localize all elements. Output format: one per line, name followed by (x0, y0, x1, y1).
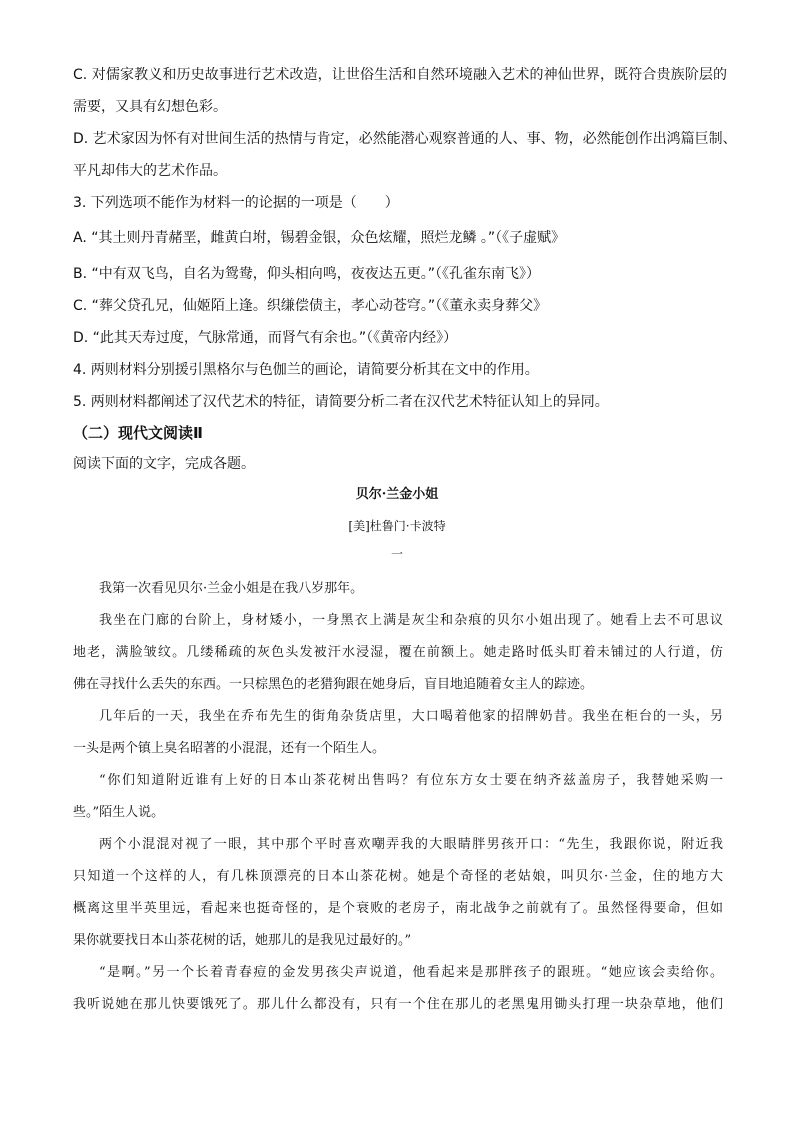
question-3-option-c: C. “葬父贷孔兄，仙姬陌上逢。织缣偿债主，孝心动苍穹。”（《董永卖身葬父》 (73, 298, 548, 314)
story-paragraph-5-line-1: 两个小混混对视了一眼，其中那个平时喜欢嘲弄我的大眼睛胖男孩开口：“先生，我跟你说，附近我 (99, 837, 723, 852)
story-author: [美]杜鲁门·卡波特 (348, 519, 446, 533)
option-c-line-1: C. 对儒家教义和历史故事进行艺术改造，让世俗生活和自然环境融入艺术的神仙世界，既符合贵族阶层的 (73, 67, 727, 83)
question-3-option-d: D. “此其天寿过度，气脉常通，而肾气有余也。”（《黄帝内经》） (73, 330, 458, 346)
story-paragraph-3-line-2: 一头是两个镇上臭名昭著的小混混，还有一个陌生人。 (73, 741, 386, 756)
story-paragraph-2-line-1: 我坐在门廊的台阶上，身材矮小，一身黑衣上满是灰尘和杂痕的贝尔小姐出现了。她看上去不可思议 (99, 613, 723, 628)
option-d-line-1: D. 艺术家因为怀有对世间生活的热情与肯定，必然能潜心观察普通的人、事、物，必然能创作出鸿篇巨制、 (73, 131, 737, 147)
story-paragraph-6-line-1: “是啊。”另一个长着青春痘的金发男孩尖声说道，他看起来是那胖孩子的跟班。“她应该会卖给你。 (99, 965, 723, 980)
story-paragraph-2-line-2: 地老，满脸皱纹。几缕稀疏的灰色头发被汗水浸湿，覆在前额上。她走路时低头盯着未铺过的人行道，仿 (73, 645, 723, 660)
story-paragraph-3-line-1: 几年后的一天，我坐在乔布先生的街角杂货店里，大口喝着他家的招牌奶昔。我坐在柜台的一头，另 (99, 709, 723, 724)
story-paragraph-1: 我第一次看见贝尔·兰金小姐是在我八岁那年。 (99, 581, 364, 596)
section-title: （二）现代文阅读Ⅱ (73, 424, 203, 442)
story-paragraph-5-line-2: 只知道一个这样的人，有几株顶漂亮的日本山茶花树。她是个奇怪的老姑娘，叫贝尔·兰金，住的地方大 (73, 869, 723, 884)
story-paragraph-6-line-2: 我听说她在那儿快要饿死了。那儿什么都没有，只有一个住在那儿的老黑鬼用锄头打理一块杂草地，他们 (73, 997, 723, 1012)
story-part-number: 一 (390, 547, 403, 561)
story-paragraph-5-line-4: 果你就要找日本山茶花树的话，她那儿的是我见过最好的。” (73, 933, 412, 948)
question-3-option-b: B. “中有双飞鸟，自名为鸳鸯，仰头相向鸣，夜夜达五更。”（《孔雀东南飞》） (73, 266, 541, 282)
question-3-option-a: A. “其土则丹青赭垩，雌黄白坿，锡碧金银，众色炫耀，照烂龙鳞 。”（《子虚赋》 (73, 230, 566, 246)
question-5: 5. 两则材料都阐述了汉代艺术的特征，请简要分析二者在汉代艺术特征认知上的异同。 (73, 394, 609, 410)
story-paragraph-5-line-3: 概离这里半英里远，看起来也挺奇怪的，是个衰败的老房子，南北战争之前就有了。虽然怪得要命，但如 (73, 901, 723, 916)
story-paragraph-4-line-1: “你们知道附近谁有上好的日本山茶花树出售吗？有位东方女士要在纳齐兹盖房子，我替她采购一 (99, 773, 723, 788)
option-d-line-2: 平凡却伟大的艺术作品。 (73, 163, 227, 179)
option-c-line-2: 需要，又具有幻想色彩。 (73, 99, 227, 115)
story-title: 贝尔·兰金小姐 (355, 487, 439, 502)
question-4: 4. 两则材料分别援引黑格尔与色伽兰的画论，请简要分析其在文中的作用。 (73, 362, 539, 378)
story-paragraph-4-line-2: 些。”陌生人说。 (73, 805, 165, 820)
section-instruction: 阅读下面的文字，完成各题。 (73, 456, 255, 472)
question-3-stem: 3. 下列选项不能作为材料一的论据的一项是（ ） (73, 195, 399, 211)
story-paragraph-2-line-3: 佛在寻找什么丢失的东西。一只棕黑色的老猎狗跟在她身后，盲目地追随着女主人的踪迹。 (73, 677, 594, 692)
